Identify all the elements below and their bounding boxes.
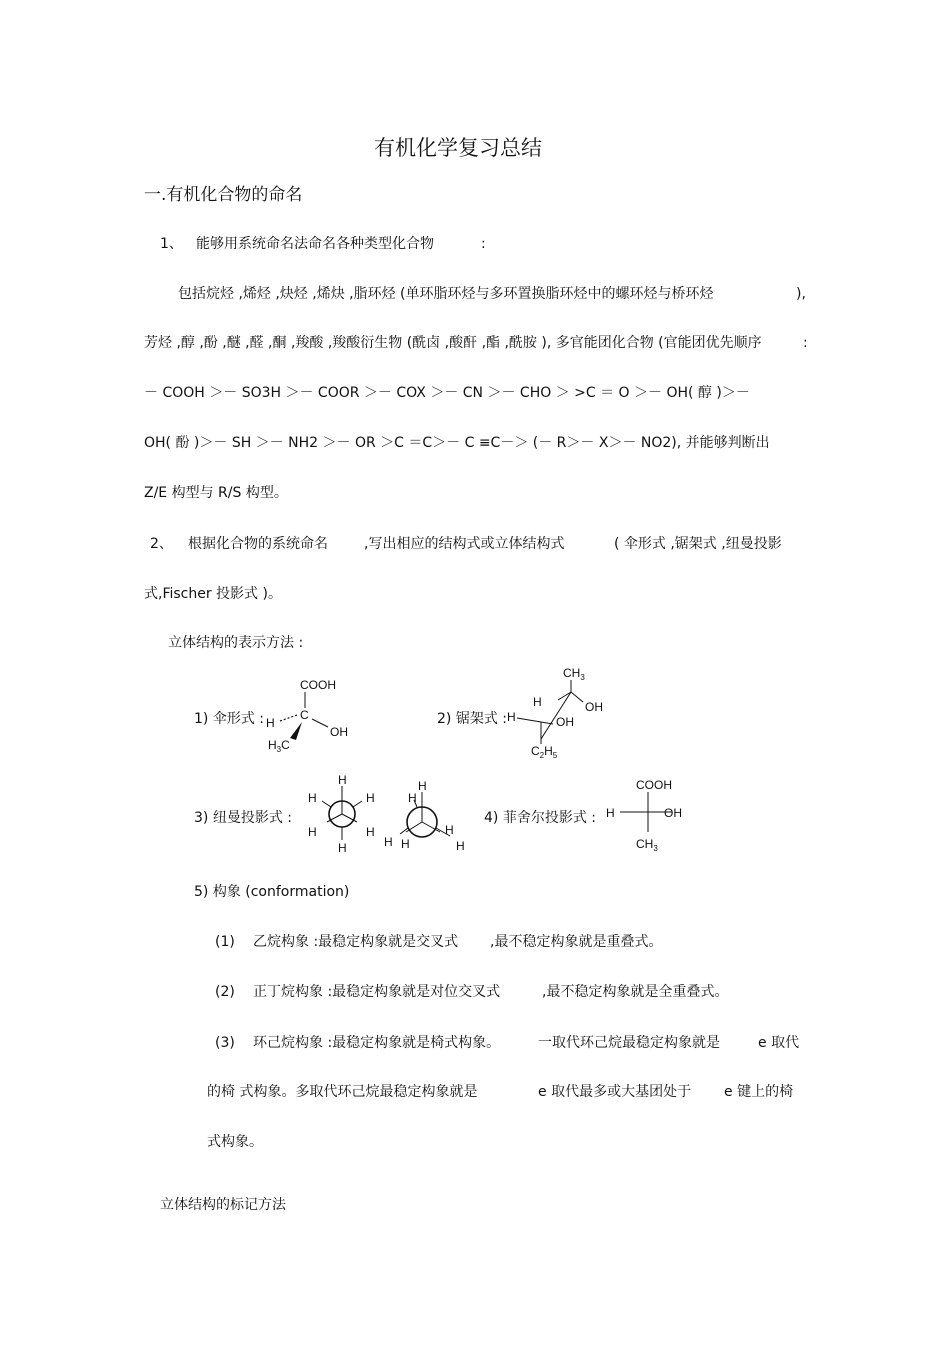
fischer-h: H xyxy=(606,806,615,820)
conformation-text: e 键上的椅 xyxy=(724,1084,794,1100)
umbrella-cooh: COOH xyxy=(300,678,336,692)
item-text: ( 伞形式 ,锯架式 ,纽曼投影 xyxy=(614,536,782,552)
conformation-text: 正丁烷构象 :最稳定构象就是对位交叉式 xyxy=(253,984,501,1000)
conformation-text: 环己烷构象 :最稳定构象就是椅式构象。 xyxy=(253,1035,501,1051)
newman-eclipsed xyxy=(384,779,465,853)
item-number: 2、 xyxy=(150,536,173,552)
paragraph-line: Z/E 构型与 R/S 构型。 xyxy=(144,485,288,501)
sawhorse-structure xyxy=(503,664,613,766)
newman-h: H xyxy=(338,773,347,787)
newman-h: H xyxy=(308,791,317,805)
umbrella-label: 1) 伞形式 : xyxy=(194,711,264,727)
newman-staggered xyxy=(308,773,375,855)
conformation-text: 的椅 式构象。多取代环己烷最稳定构象就是 xyxy=(207,1084,478,1100)
conformation-text: 乙烷构象 :最稳定构象就是交叉式 xyxy=(253,934,459,950)
item-number: 1、 xyxy=(160,236,183,252)
paragraph-line: 芳烃 ,醇 ,酚 ,醚 ,醛 ,酮 ,羧酸 ,羧酸衍生物 (酰卤 ,酸酐 ,酯 ,酰胺 ), 多官能团化合物 (官能团优先顺序 xyxy=(144,335,762,351)
section-heading: 一.有机化合物的命名 xyxy=(144,185,303,205)
conformation-number: (3) xyxy=(215,1035,235,1051)
umbrella-oh: OH xyxy=(330,725,348,739)
fischer-oh: OH xyxy=(664,806,682,820)
sawhorse-label: 2) 锯架式 : xyxy=(437,711,507,727)
conformation-number: (1) xyxy=(215,934,235,950)
paragraph-line: 包括烷烃 ,烯烃 ,炔烃 ,烯炔 ,脂环烃 (单环脂环烃与多环置换脂环烃中的螺环烃与桥环烃 xyxy=(178,286,714,302)
conformation-heading: 5) 构象 (conformation) xyxy=(194,884,350,900)
umbrella-structure xyxy=(260,674,370,754)
newman-label: 3) 纽曼投影式 : xyxy=(194,810,292,826)
sawhorse-h-top: H xyxy=(533,695,542,709)
sawhorse-h-left: H xyxy=(507,710,516,724)
conformation-text: ,最不稳定构象就是重叠式。 xyxy=(490,934,663,950)
item-text: 能够用系统命名法命名各种类型化合物 xyxy=(196,236,434,252)
umbrella-h: H xyxy=(266,716,275,730)
item-colon: : xyxy=(481,236,486,252)
item-text: ,写出相应的结构式或立体结构式 xyxy=(364,536,565,552)
newman-h: H xyxy=(401,837,410,851)
newman-h: H xyxy=(366,825,375,839)
newman-h: H xyxy=(366,791,375,805)
document-title: 有机化学复习总结 xyxy=(374,136,542,160)
paragraph-line: OH( 酚 )＞－ SH ＞－ NH2 ＞－ OR ＞C ＝C＞－ C ≡C－＞ (－ R＞－ X＞－ NO2), 并能够判断出 xyxy=(144,435,770,451)
conformation-text: ,最不稳定构象就是全重叠式。 xyxy=(542,984,729,1000)
sawhorse-oh-top: OH xyxy=(585,700,603,714)
item-text: 式,Fischer 投影式 )。 xyxy=(144,586,282,602)
paragraph-line: : xyxy=(803,335,808,351)
newman-h: H xyxy=(338,841,347,855)
conformation-text: 式构象。 xyxy=(207,1134,263,1150)
fischer-structure xyxy=(602,774,694,856)
conformation-number: (2) xyxy=(215,984,235,1000)
fischer-cooh: COOH xyxy=(636,778,672,792)
sawhorse-oh-mid: OH xyxy=(556,715,574,729)
stereo-heading: 立体结构的表示方法 : xyxy=(168,635,304,651)
newman-h: H xyxy=(384,835,393,849)
fischer-ch3: $CH_3$ xyxy=(636,837,658,853)
conformation-text: e 取代最多或大基团处于 xyxy=(538,1084,692,1100)
conformation-text: 一取代环己烷最稳定构象就是 xyxy=(538,1035,720,1051)
newman-h: H xyxy=(445,823,454,837)
newman-structures xyxy=(300,770,472,858)
conformation-text: e 取代 xyxy=(758,1035,800,1051)
newman-h: H xyxy=(456,839,465,853)
fischer-label: 4) 菲舍尔投影式 : xyxy=(484,810,596,826)
sawhorse-c2h5: $C_2H_5$ xyxy=(531,744,558,760)
newman-h: H xyxy=(418,779,427,793)
umbrella-ch3: $H_3C$ xyxy=(268,738,290,754)
paragraph-line: ), xyxy=(796,286,806,302)
umbrella-carbon: C xyxy=(300,708,309,722)
paragraph-line: － COOH ＞－ SO3H ＞－ COOR ＞－ COX ＞－ CN ＞－ CHO ＞ >C ＝ O ＞－ OH( 醇 )＞－ xyxy=(144,385,750,401)
sawhorse-ch3: $CH_3$ xyxy=(563,666,585,682)
newman-h: H xyxy=(408,791,417,805)
stereo-label-heading: 立体结构的标记方法 xyxy=(160,1197,286,1213)
newman-h: H xyxy=(308,825,317,839)
item-text: 根据化合物的系统命名 xyxy=(188,536,328,552)
